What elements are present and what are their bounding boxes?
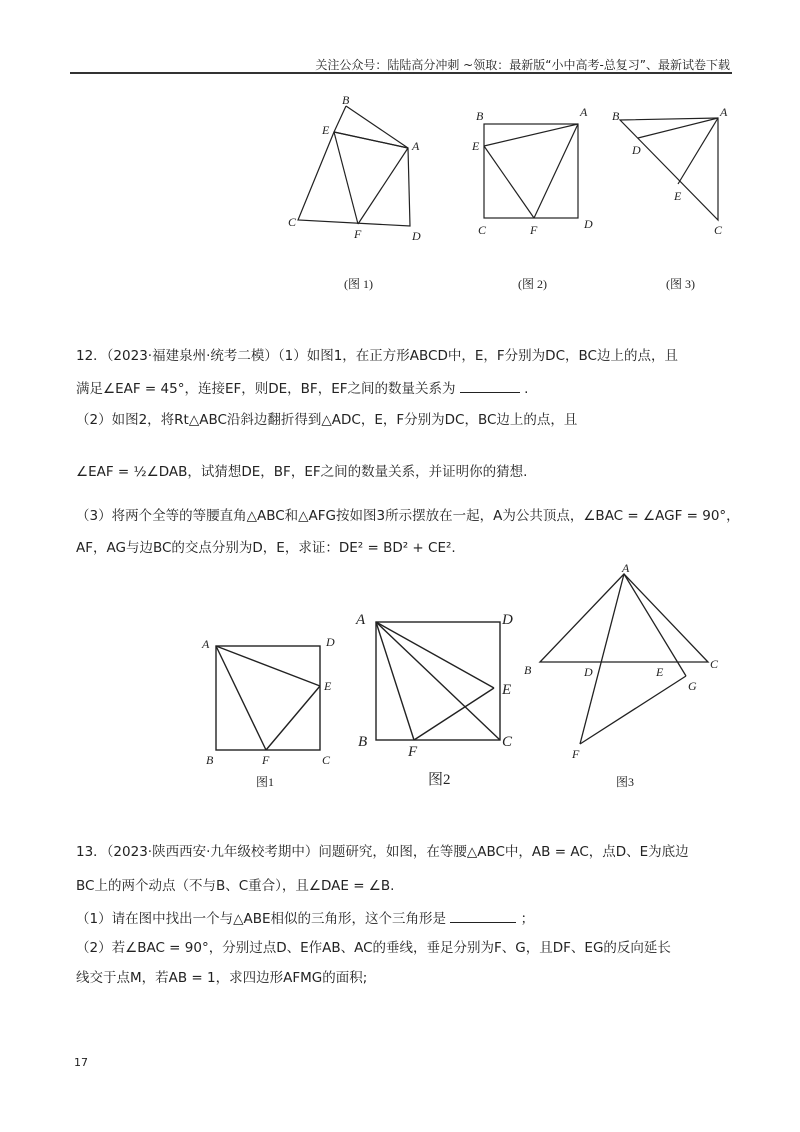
mid-fig3-label-a: A xyxy=(622,561,630,575)
q12-line-4: ∠EAF = ½∠DAB，试猜想DE，BF，EF之间的数量关系，并证明你的猜想. xyxy=(76,464,528,480)
mid-fig2-label-a: A xyxy=(356,612,366,628)
mid-fig2-label-f: F xyxy=(408,744,418,760)
mid-figure-1 xyxy=(200,634,340,794)
mid-fig1-label-b: B xyxy=(206,753,214,767)
header-rule xyxy=(70,72,732,74)
top-fig2-label-a: A xyxy=(580,105,588,119)
q12-line-1: 12．（2023·福建泉州·统考二模）（1）如图1，在正方形ABCD中，E，F分别为DC，BC边上的点，且 xyxy=(76,348,678,364)
mid-fig3-label-b: B xyxy=(524,663,532,677)
q13-line-3 xyxy=(76,908,534,929)
mid-fig3-label-g: G xyxy=(688,679,697,693)
top-fig1-label-b: B xyxy=(342,93,350,107)
top-figure-3 xyxy=(608,102,738,302)
q13-answer-blank-1[interactable] xyxy=(450,908,516,923)
mid-fig1-label-f: F xyxy=(262,753,270,767)
q12-line-6: AF，AG与边BC的交点分别为D，E，求证：DE² = BD² + CE². xyxy=(76,540,456,556)
top-fig1-label-e: E xyxy=(322,123,330,137)
mid-figure-3 xyxy=(520,560,730,794)
q13-line-5: 线交于点M，若AB = 1，求四边形AFMG的面积; xyxy=(76,970,368,986)
top-fig1-label-c: C xyxy=(288,215,297,229)
mid-fig1-label-a: A xyxy=(202,637,210,651)
page-header: 关注公众号：陆陆高分冲刺 ~领取：最新版“小中高考-总复习”、最新试卷下载 xyxy=(315,58,730,72)
mid-fig2-label-e: E xyxy=(502,682,512,698)
q13-line-3-end: ； xyxy=(520,911,535,927)
top-fig2-label-d: D xyxy=(584,217,593,231)
q12-line-3: （2）如图2，将Rt△ABC沿斜边翻折得到△ADC，E，F分别为DC，BC边上的点，且 xyxy=(76,412,578,428)
q13-line-1: 13．（2023·陕西西安·九年级校考期中）问题研究，如图，在等腰△ABC中，AB = AC，点D、E为底边 xyxy=(76,844,689,860)
top-fig3-label-b: B xyxy=(612,109,620,123)
q13-line-4: （2）若∠BAC = 90°，分别过点D、E作AB、AC的垂线，垂足分别为F、G，且DF、EG的反向延长 xyxy=(76,940,671,956)
q12-answer-blank-1[interactable] xyxy=(460,378,520,393)
mid-fig1-caption: 图1 xyxy=(256,775,275,789)
mid-fig3-label-e: E xyxy=(656,665,664,679)
top-fig1-label-f: F xyxy=(354,227,362,241)
top-fig1-caption: (图 1) xyxy=(344,277,373,291)
top-fig3-label-d: D xyxy=(632,143,641,157)
mid-fig3-label-c: C xyxy=(710,657,719,671)
top-fig2-label-c: C xyxy=(478,223,487,237)
mid-fig1-label-c: C xyxy=(322,753,331,767)
top-fig3-label-c: C xyxy=(714,223,723,237)
top-fig1-label-a: A xyxy=(412,139,420,153)
top-fig2-label-f: F xyxy=(530,223,538,237)
mid-fig1-label-e: E xyxy=(324,679,332,693)
top-fig3-caption: (图 3) xyxy=(666,277,695,291)
q12-line-2 xyxy=(76,378,528,399)
top-fig3-label-a: A xyxy=(720,105,728,119)
mid-fig3-label-d: D xyxy=(584,665,593,679)
q12-line-5: （3）将两个全等的等腰直角△ABC和△AFG按如图3所示摆放在一起，A为公共顶点，∠BAC = ∠AGF = 90°， xyxy=(76,508,740,524)
mid-fig3-label-f: F xyxy=(572,747,580,761)
top-fig1-outline xyxy=(298,132,410,226)
top-fig1-label-d: D xyxy=(412,229,421,243)
top-fig2-label-e: E xyxy=(472,139,480,153)
mid-fig2-caption: 图2 xyxy=(428,772,451,788)
mid-fig2-label-b: B xyxy=(358,734,368,750)
top-figure-1 xyxy=(278,92,428,302)
mid-fig3-caption: 图3 xyxy=(616,775,635,789)
top-fig2-label-b: B xyxy=(476,109,484,123)
page-number: 17 xyxy=(74,1056,88,1069)
mid-figure-2 xyxy=(352,604,532,794)
mid-fig2-label-d: D xyxy=(502,612,513,628)
top-fig3-label-e: E xyxy=(674,189,682,203)
q13-line-2: BC上的两个动点（不与B、C重合），且∠DAE = ∠B. xyxy=(76,878,395,894)
q13-line-3-text: （1）请在图中找出一个与△ABE相似的三角形，这个三角形是 xyxy=(76,911,446,927)
mid-fig2-label-c: C xyxy=(502,734,513,750)
top-figure-2 xyxy=(472,102,602,302)
q12-line-2-end: . xyxy=(524,381,529,397)
top-fig2-caption: (图 2) xyxy=(518,277,547,291)
q12-line-2-text: 满足∠EAF = 45°，连接EF，则DE，BF，EF之间的数量关系为 xyxy=(76,381,456,397)
mid-fig1-label-d: D xyxy=(326,635,335,649)
